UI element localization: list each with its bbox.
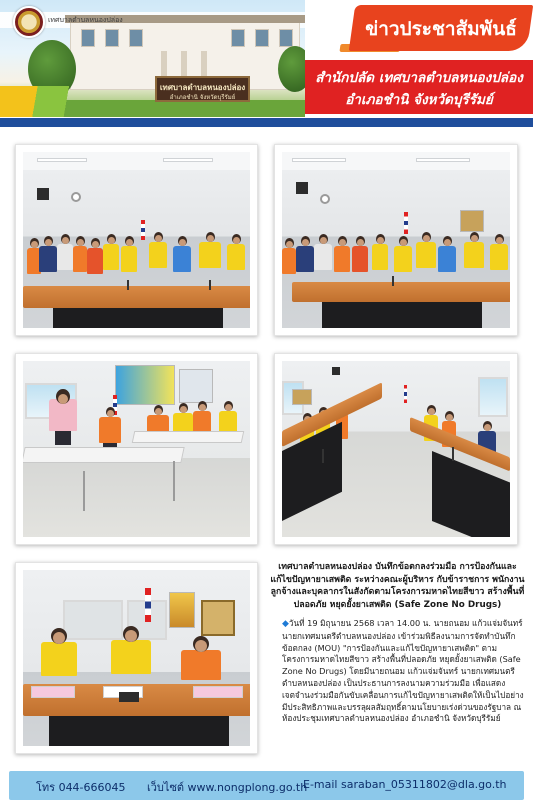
photo-card-4 [274,353,518,545]
decorative-swoosh [0,86,120,117]
photo-card-5 [15,562,258,754]
office-building-photo [0,0,305,117]
header [0,0,533,118]
sign-line2: อำเภอชำนิ จังหวัดบุรีรัมย์ [169,94,236,101]
photo-card-1 [15,144,258,336]
group-photo-1 [23,152,250,328]
article-body [282,618,525,725]
article-body-text: วันที่ 19 มิถุนายน 2568 เวลา 14.00 น. นายถนอม แก้วแจ่มจันทร์ นายกเทศมนตรีตำบลหนองปล่อง เข้าร่วมพิธีลงนามการจัดทำบันทึกข้อตกลง (MOU) "การป้องกันและแก้ไขปัญหายาเสพติด" ตามโครงการมหาดไทยสีขาว สร้างพื้นที่ปลอดภัย หยุดยั้งยาเสพติด (Safe Zone No Drugs) โดยมีนายถนอม แก้วแจ่มจันทร์ นายกเทศมนตรีตำบลหนองปล่อง เป็นประธานการลงนามความร่วมมือ เพื่อแสดงเจตจำนงร่วมมือกันขับเคลื่อนการแก้ไขปัญหายาเสพติดให้เป็นไปอย่างมีประสิทธิภาพและบรรลุผลสัมฤทธิ์ตามนโยบายเร่งด่วนของรัฐบาล ณ ห้องประชุมเทศบาลตำบลหนองปล่อง อำเภอชำนิ จังหวัดบุรีรัมย์ [282,618,524,724]
signing-photo-5 [23,570,250,746]
photo-card-3 [15,353,258,545]
photo-card-2 [274,144,518,336]
article-title: เทศบาลตำบลหนองปล่อง บันทึกข้อตกลงร่วมมือ การป้องกันและแก้ไขปัญหายาเสพติด ระหว่างคณะผู้บริหาร กับข้าราชการ พนักงานลูกจ้างและบุคลากรในสังกัดตามโครงการมหาดไทยสีขาว สร้างพื้นที่ปลอดภัย หยุดยั้งยาเสพติด (Safe Zone No Drugs) [270,562,525,610]
pr-banner-title: ข่าวประชาสัมพันธ์ [365,18,517,40]
municipality-seal-icon [13,6,45,38]
office-sign [155,76,250,102]
header-strip-text: เทศบาลตำบลหนองปล่อง [48,17,123,24]
meeting-photo-3 [23,361,250,537]
diamond-bullet-icon: ◆ [282,619,289,629]
footer-email[interactable]: E-mail saraban_05311802@dla.go.th [303,778,507,791]
divider-bar [0,118,533,127]
org-location: อำเภอชำนิ จังหวัดบุรีรัมย์ [345,92,493,108]
footer-website[interactable]: เว็บไซต์ www.nongplong.go.th [147,781,308,794]
org-name: สำนักปลัด เทศบาลตำบลหนองปล่อง [315,70,523,86]
footer-phone: โทร 044-666045 [36,781,126,794]
meeting-photo-4 [282,361,510,537]
group-photo-2 [282,152,510,328]
sign-line1: เทศบาลตำบลหนองปล่อง [159,83,246,92]
